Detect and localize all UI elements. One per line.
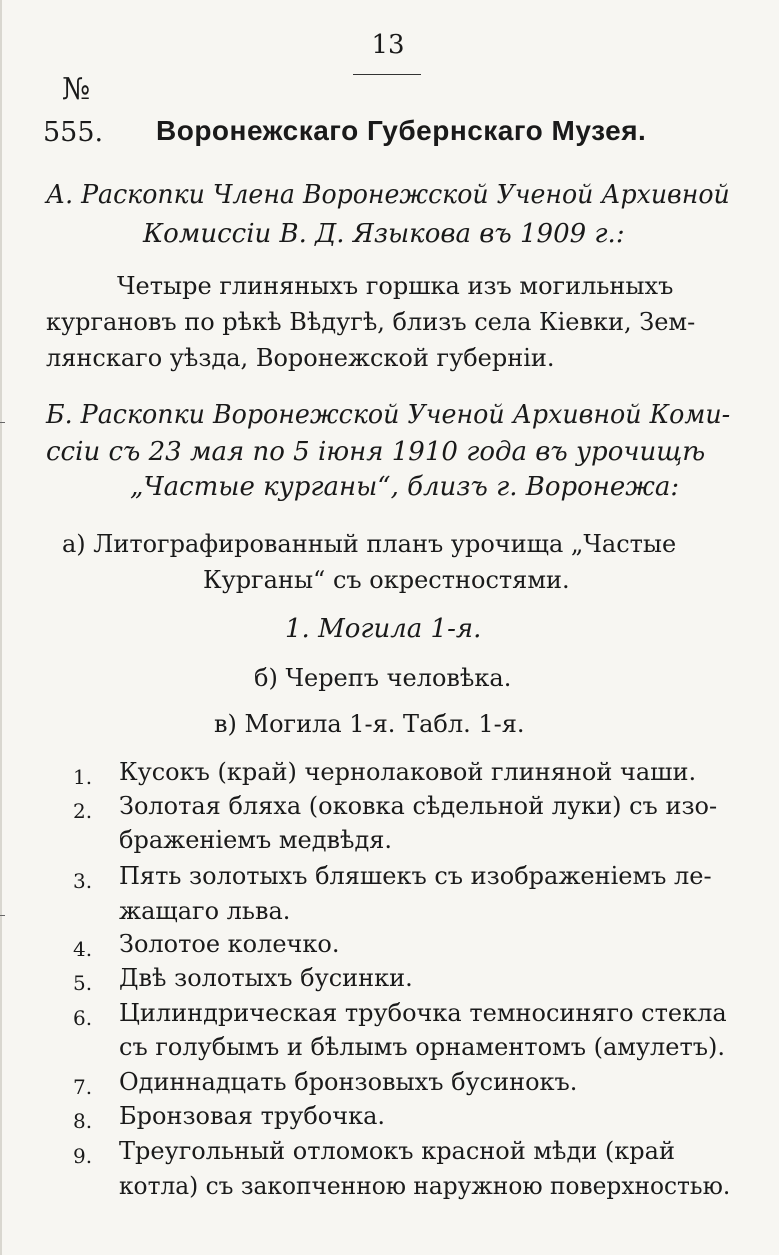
section-a-heading-line2: Комиссіи В. Д. Языкова въ 1909 г.: <box>143 219 625 249</box>
list-item-text: Бронзовая трубочка. <box>119 1102 386 1130</box>
number-sign: № <box>62 72 91 107</box>
list-item-text: браженіемъ медвѣдя. <box>119 826 393 854</box>
page-number: 13 <box>371 30 405 60</box>
margin-tick <box>0 422 5 423</box>
section-b-heading-line2: ссіи съ 23 мая по 5 іюня 1910 года въ урочищѣ <box>46 437 706 467</box>
list-item-number: 6. <box>73 1006 93 1030</box>
item-b: б) Черепъ человѣка. <box>254 664 512 692</box>
item-a-line1: а) Литографированный планъ урочища „Частые <box>62 530 677 558</box>
entry-number: 555. <box>43 117 104 148</box>
museum-title: Воронежскаго Губернскаго Музея. <box>156 115 647 146</box>
list-item-text: Двѣ золотыхъ бусинки. <box>119 964 413 992</box>
margin-tick <box>0 915 5 916</box>
paragraph-a-line1: Четыре глиняныхъ горшка изъ могильныхъ <box>117 272 674 300</box>
list-item-text: Золотое колечко. <box>119 930 340 958</box>
list-item-number: 9. <box>73 1144 93 1168</box>
page-edge <box>0 0 2 1255</box>
list-item-number: 1. <box>73 765 93 789</box>
list-item-text: котла) съ закопченною наружною поверхностью. <box>119 1172 731 1200</box>
list-item-text: Одиннадцать бронзовыхъ бусинокъ. <box>119 1068 578 1096</box>
item-a-line2: Курганы“ съ окрестностями. <box>203 566 570 594</box>
list-item-number: 4. <box>73 937 93 961</box>
list-item-text: Золотая бляха (оковка сѣдельной луки) съ изо- <box>119 792 718 820</box>
page-number-rule <box>353 74 421 75</box>
list-item-number: 2. <box>73 799 93 823</box>
list-item-text: Кусокъ (край) чернолаковой глиняной чаши. <box>119 758 697 786</box>
list-item-text: Пять золотыхъ бляшекъ съ изображеніемъ ле- <box>119 862 712 890</box>
list-item-number: 8. <box>73 1109 93 1133</box>
item-v: в) Могила 1-я. Табл. 1-я. <box>214 710 525 738</box>
list-item-text: съ голубымъ и бѣлымъ орнаментомъ (амулетъ). <box>119 1033 726 1061</box>
section-a-heading-line1: А. Раскопки Члена Воронежской Ученой Архивной <box>46 180 730 210</box>
list-item-number: 3. <box>73 869 93 893</box>
list-item-text: Треугольный отломокъ красной мѣди (край <box>119 1137 675 1165</box>
section-b-heading-line1: Б. Раскопки Воронежской Ученой Архивной Коми- <box>46 400 731 430</box>
list-item-number: 7. <box>73 1075 93 1099</box>
section-b-heading-line3: „Частые курганы“, близъ г. Воронежа: <box>130 472 680 502</box>
grave-heading: 1. Могила 1-я. <box>285 614 482 644</box>
list-item-text: Цилиндрическая трубочка темносиняго стекла <box>119 999 727 1027</box>
paragraph-a-line2: кургановъ по рѣкѣ Вѣдугѣ, близъ села Кіевки, Зем- <box>46 308 696 336</box>
list-item-text: жащаго льва. <box>119 897 291 925</box>
list-item-number: 5. <box>73 971 93 995</box>
paragraph-a-line3: лянскаго уѣзда, Воронежской губерніи. <box>46 344 555 372</box>
